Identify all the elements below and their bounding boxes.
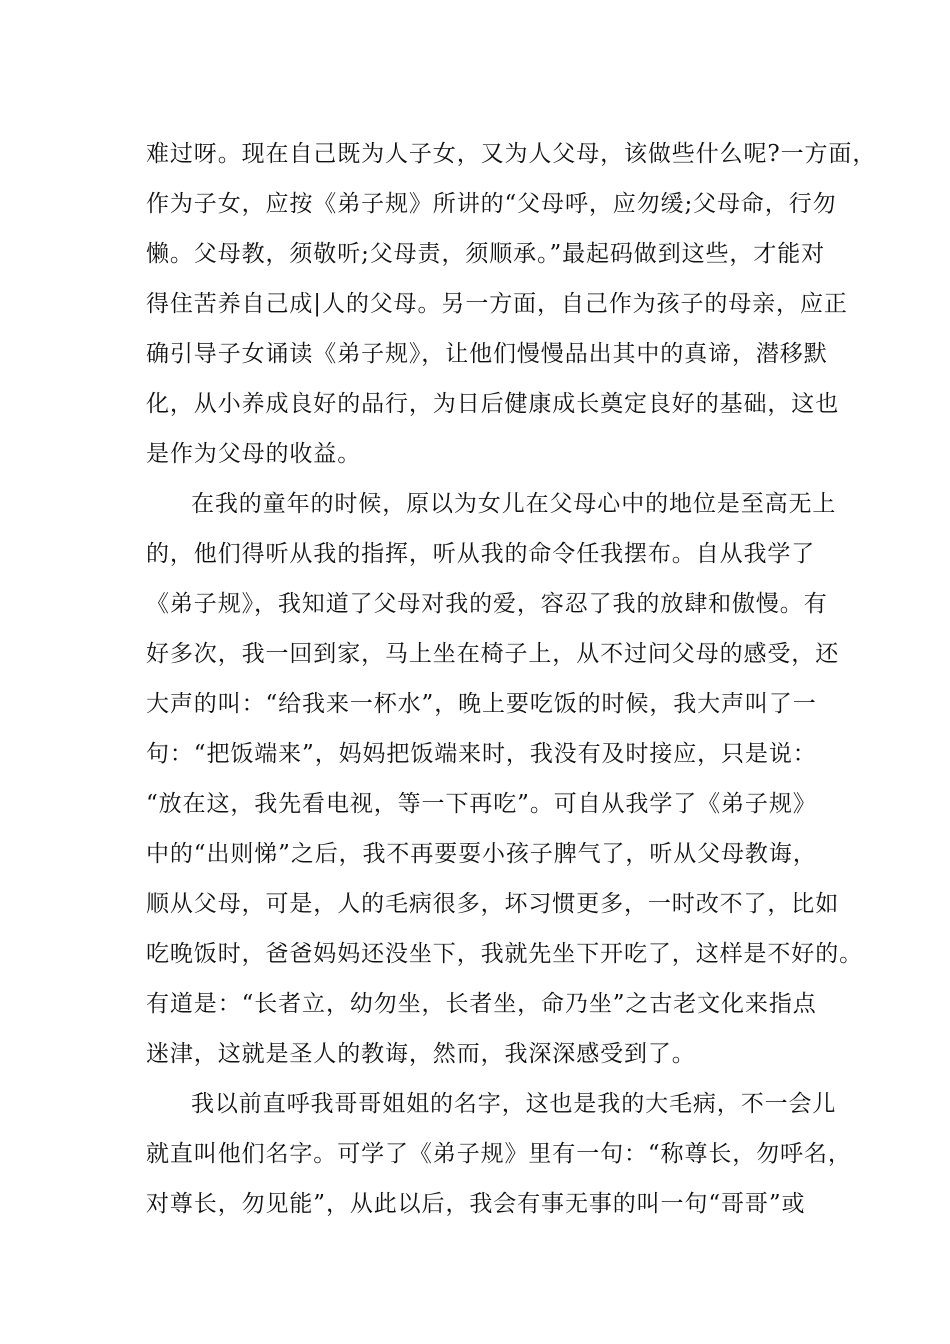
text-line: 《弟子规》，我知道了父母对我的爱，容忍了我的放肆和傲慢。有	[146, 591, 828, 617]
text-line: 句：“把饭端来”，妈妈把饭端来时，我没有及时接应，只是说：	[146, 741, 817, 767]
text-line: 是作为父母的收益。	[146, 441, 362, 467]
text-line: 吃晚饭时，爸爸妈妈还没坐下，我就先坐下开吃了，这样是不好的。	[146, 941, 863, 967]
text-line: 对尊长，勿见能”，从此以后，我会有事无事的叫一句“哥哥”或	[146, 1191, 806, 1217]
text-line: 的，他们得听从我的指挥，听从我的命令任我摆布。自从我学了	[146, 541, 816, 567]
text-line: 好多次，我一回到家，马上坐在椅子上，从不过问父母的感受，还	[146, 641, 840, 667]
text-line: 顺从父母，可是，人的毛病很多，坏习惯更多，一时改不了，比如	[146, 891, 840, 917]
text-line: 有道是：“长者立，幼勿坐，长者坐，命乃坐”之古老文化来指点	[146, 991, 817, 1017]
paragraph-first-line: 在我的童年的时候，原以为女儿在父母心中的地位是至高无上	[191, 491, 837, 517]
document-body	[146, 129, 877, 1229]
text-line: 迷津，这就是圣人的教诲，然而，我深深感受到了。	[146, 1041, 696, 1067]
text-line: 化，从小养成良好的品行，为日后健康成长奠定良好的基础，这也	[146, 391, 840, 417]
text-line: 就直叫他们名字。可学了《弟子规》里有一句：“称尊长，勿呼名，	[146, 1141, 852, 1167]
text-line: 大声的叫：“给我来一杯水”，晚上要吃饭的时候，我大声叫了一	[146, 691, 817, 717]
text-line: 作为子女，应按《弟子规》所讲的“父母呼，应勿缓;父母命，行勿	[146, 191, 837, 217]
paragraph-first-line: 我以前直呼我哥哥姐姐的名字，这也是我的大毛病，不一会儿	[191, 1091, 837, 1117]
text-line: 得住苦养自己成|人的父母。另一方面，自己作为孩子的母亲，应正	[146, 291, 848, 317]
text-line: 懒。父母教，须敬听;父母责，须顺承。”最起码做到这些，才能对	[146, 241, 826, 267]
text-line: 中的“出则悌”之后，我不再要耍小孩子脾气了，听从父母教诲，	[146, 841, 817, 867]
text-line: 难过呀。现在自己既为人子女，又为人父母，该做些什么呢?一方面，	[146, 141, 877, 167]
text-line: 确引导子女诵读《弟子规》，让他们慢慢品出其中的真谛，潜移默	[146, 341, 828, 367]
text-line: “放在这，我先看电视，等一下再吃”。可自从我学了《弟子规》	[146, 791, 817, 817]
